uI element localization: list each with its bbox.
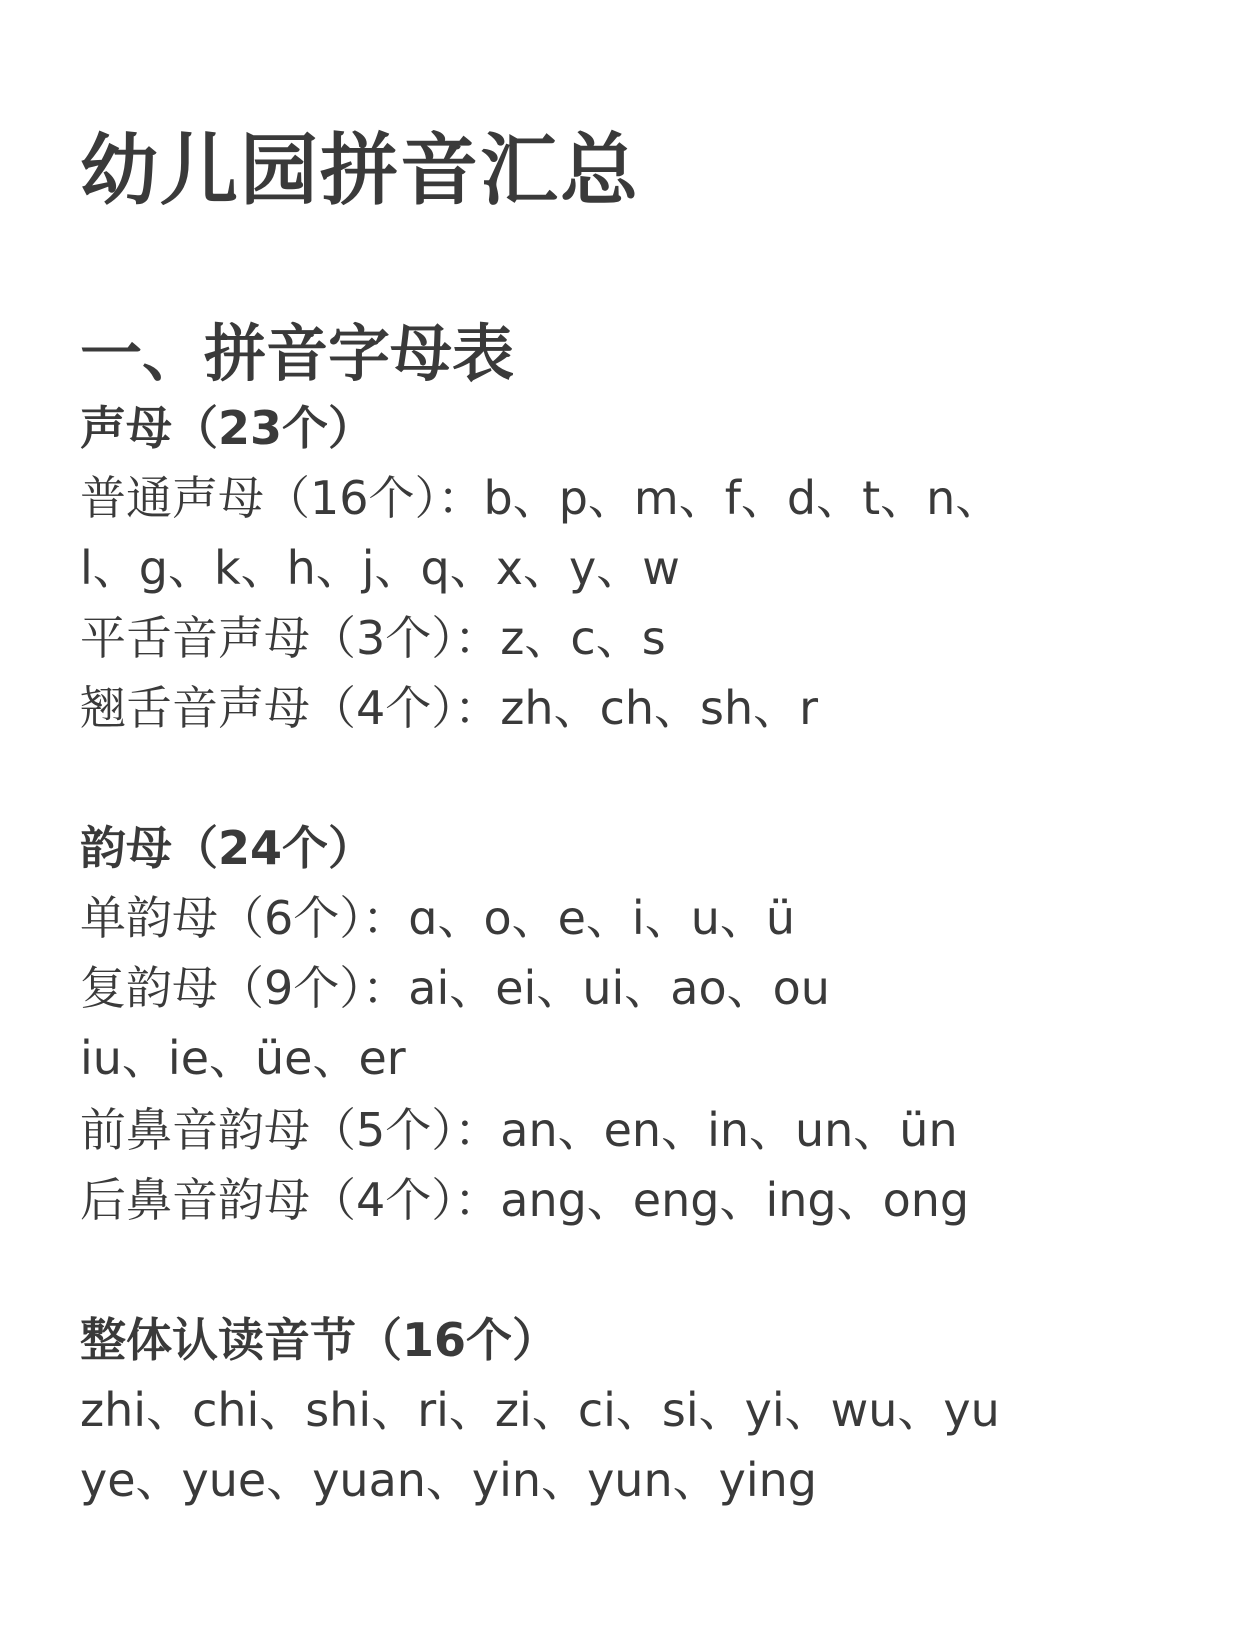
initials-line-retroflex: 翘舌音声母（4个）：zh、ch、sh、r (80, 681, 819, 735)
syllables-line-1: zhi、chi、shi、ri、zi、ci、si、yi、wu、yu (80, 1383, 1000, 1437)
finals-line-back-nasal: 后鼻音韵母（4个）：ang、eng、ing、ong (80, 1173, 970, 1227)
initials-line-common-cont: l、g、k、h、j、q、x、y、w (80, 541, 680, 595)
page-title: 幼儿园拼音汇总 (80, 126, 641, 216)
finals-line-front-nasal: 前鼻音韵母（5个）：an、en、in、un、ün (80, 1103, 958, 1157)
initials-heading: 声母（23个） (80, 401, 375, 455)
initials-line-common: 普通声母（16个）：b、p、m、f、d、t、n、 (80, 471, 1002, 525)
syllables-line-2: ye、yue、yuan、yin、yun、ying (80, 1453, 817, 1507)
syllables-heading: 整体认读音节（16个） (80, 1313, 559, 1367)
finals-line-simple: 单韵母（6个）：ɑ、o、e、i、u、ü (80, 891, 795, 945)
finals-line-compound-cont: iu、ie、üe、er (80, 1031, 406, 1085)
initials-line-flat-tongue: 平舌音声母（3个）：z、c、s (80, 611, 666, 665)
section-heading-alphabet: 一、拼音字母表 (80, 317, 515, 390)
finals-line-compound: 复韵母（9个）：ai、ei、ui、ao、ou (80, 961, 830, 1015)
finals-heading: 韵母（24个） (80, 821, 375, 875)
